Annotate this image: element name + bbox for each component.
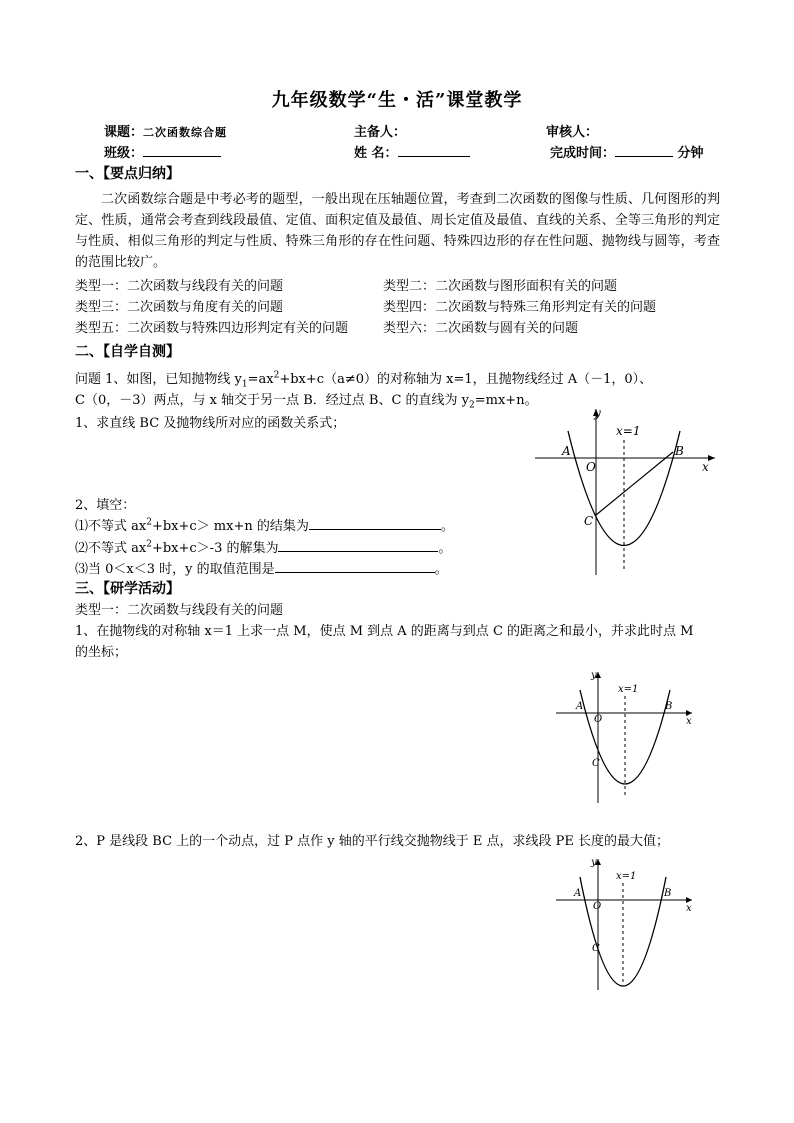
name-field [354,142,470,161]
x-label: x [686,903,692,914]
problem-1-line2: C（0，－3）两点，与 x 轴交于另一点 B．经过点 B、C 的直线为 $y_2=mx+n$。 [75,393,538,411]
type-item: 类型一：二次函数与线段有关的问题 [75,279,284,294]
point-c-label: C [592,758,600,769]
question-2-2: 2、填空： [75,498,136,513]
class-blank[interactable] [143,144,221,157]
point-c-label: C [584,514,594,528]
type-item: 类型三：二次函数与角度有关的问题 [75,300,284,315]
x-axis-arrow [708,455,715,461]
section1-paragraph: 二次函数综合题是中考必考的题型，一般出现在压轴题位置，考查到二次函数的图像与性质、几何图形的判定、性质，通常会考查到线段最值、定值、面积定值及最值、周长定值及最值、直线的关系、全等三角形的判定与性质、相似三角形的判定与性质、特殊三角形的存在性问题、特殊四边形的存在性问题、抛物线与圆等，考查的范围比较广。 [75,192,720,270]
parabola-figure-2 [552,668,702,808]
x-label: x [702,460,709,474]
question-3-1-line1: 1、在抛物线的对称轴 x＝1 上求一点 M，使点 M 到点 A 的距离与到点 C 的距离之和最小，并求此时点 M [75,624,694,639]
type-item: 类型二：二次函数与图形面积有关的问题 [383,279,618,294]
point-b-label: B [675,444,684,458]
answer-blank[interactable] [275,560,435,573]
answer-blank[interactable] [278,539,438,552]
preparer-label: 主备人： [354,125,407,140]
type-item: 类型六：二次函数与圆有关的问题 [383,321,579,336]
y-label: y [591,857,597,868]
symmetry-label: x=1 [618,684,639,695]
point-a-label: A [576,701,584,712]
topic-value: 二次函数综合题 [143,126,228,139]
origin-label: O [594,714,603,725]
parabola-figure-3 [552,855,702,995]
origin-label: O [586,460,596,474]
topic-field [104,121,227,140]
fill-item-2: ⑵不等式 $ax^2+bx+c>-3$ 的解集为 。 [75,539,452,556]
x-label: x [686,716,692,727]
name-blank[interactable] [398,144,470,157]
type-label: 类型一：二次函数与线段有关的问题 [75,603,284,618]
line-bc [596,452,673,515]
section1-heading: 一、【要点归纳】 [75,166,180,182]
topic-label: 课题： [104,125,144,140]
class-field [104,142,221,161]
name-label: 姓 名： [354,146,398,161]
point-a-label: A [562,444,571,458]
point-c-label: C [592,943,600,954]
answer-blank[interactable] [309,517,441,530]
type-item: 类型四：二次函数与特殊三角形判定有关的问题 [383,300,657,315]
symmetry-label: x=1 [616,424,641,438]
page-title: 九年级数学“生・活”课堂教学 [271,90,523,111]
question-3-1-line2: 的坐标； [75,645,128,660]
y-label: y [594,406,601,420]
parabola-figure-1 [530,405,720,580]
time-label: 完成时间： [550,146,616,161]
time-unit: 分钟 [677,146,704,161]
point-b-label: B [664,888,672,899]
problem-1-line1: 问题 1、如图，已知抛物线 $y_1=ax^2+bx+c(a\ne 0)$的对称轴为 x=1，且抛物线经过 A（－1，0）、 [75,370,653,390]
fill-item-3: ⑶当 0＜x＜3 时，y 的取值范围是 。 [75,562,448,577]
question-2-1: 1、求直线 BC 及抛物线所对应的函数关系式； [75,416,346,431]
time-blank[interactable] [615,144,673,157]
time-field [550,142,704,161]
y-label: y [591,670,597,681]
question-3-2: 2、P 是线段 BC 上的一个动点，过 P 点作 y 轴的平行线交抛物线于 E 点，求线段 PE 长度的最大值； [75,834,670,849]
reviewer-label: 审核人： [546,125,599,140]
fill-item-1: ⑴不等式 $ax^2+bx+c> mx+n$ 的结集为 。 [75,517,454,534]
type-item: 类型五：二次函数与特殊四边形判定有关的问题 [75,321,349,336]
point-b-label: B [665,701,673,712]
class-label: 班级： [104,146,144,161]
section3-heading: 三、【研学活动】 [75,581,180,597]
origin-label: O [593,901,602,912]
symmetry-label: x=1 [616,871,637,882]
point-a-label: A [574,888,582,899]
section2-heading: 二、【自学自测】 [75,344,180,360]
